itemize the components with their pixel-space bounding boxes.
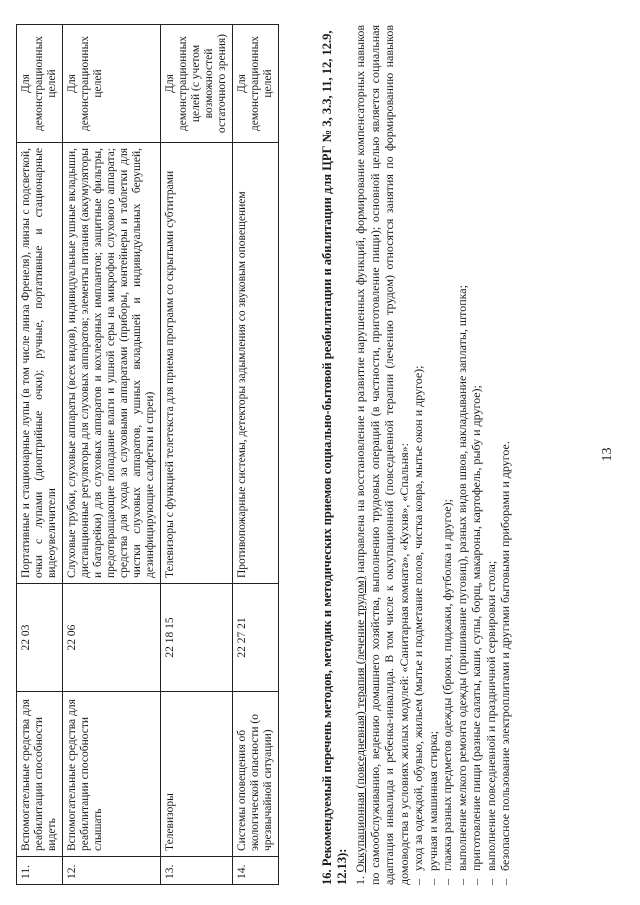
bullet-list	[411, 25, 513, 885]
dash-icon: –	[425, 879, 440, 885]
row-description: Телевизоры с функцией телетекста для приема программ со скрытыми субтитрами	[161, 143, 233, 584]
row-code: 22 03	[17, 584, 63, 692]
item-text: направлена на восстановление и развитие нарушенных функций, формирование компенсаторных навыков по самообслуживанию, ведению домашнего хозяйства, выполнению трудовых операций (в частности, приготовление пищи); основной целью является социальная адаптация инвалида и ребенка-инвалида. В том числе к оккупационной (повседневной терапии (лечению трудом) относятся занятия по формированию навыков домоводства в условиях жилых модулей: «Санитарная комната», «Кухня», «Спальня»:	[353, 25, 411, 885]
dash-icon: –	[440, 879, 454, 885]
list-item: – выполнение мелкого ремонта одежды (пришивание пуговиц), разных видов швов, накладывание заплаты, штопка;	[454, 285, 469, 885]
section-title: 16. Рекомендуемый перечень методов, методик и методических приемов социально-бытовой реабилитации и абилитации для ЦРГ № 3, 3.3, 11, 12, 12.9, 12.13):	[320, 30, 349, 885]
rotated-page	[8, 12, 628, 897]
row-number: 13.	[161, 857, 233, 885]
row-number: 12.	[63, 857, 161, 885]
list-item: – безопасное пользование электроплитами и другими бытовыми приборами и другое.	[498, 441, 512, 885]
list-item: – приготовление пищи (разные салаты, каши, супы, борщ, макароны, картофель, рыбу и другое);	[469, 385, 483, 885]
table-row	[63, 25, 161, 885]
list-item: – уход за одеждой, обувью, жильем (мытье и подметание полов, чистка ковра, мытье окон и другое);	[411, 365, 425, 885]
row-code: 22 27 21	[233, 584, 279, 692]
list-item: – глажка разных предметов одежды (брюки, пиджаки, футболка и другое);	[440, 499, 454, 885]
row-code: 22 06	[63, 584, 161, 692]
row-description: Портативные и стационарные лупы (в том числе линза Френеля), линзы с подсветкой, очки с лупами (диоптрийные очки); ручные, портативные и стационарные видеоувеличители	[17, 143, 63, 584]
row-purpose: Для демонстрационных целей	[233, 25, 279, 143]
table-row	[233, 25, 279, 885]
row-purpose: Для демонстрационных целей (с учетом возможностей остаточного зрения)	[161, 25, 233, 143]
row-description: Слуховые трубки, слуховые аппараты (всех видов), индивидуальные ушные вкладыши, дистанционные регуляторы для слуховых аппаратов; элементы питания (аккумуляторы и батарейки) для слуховых аппаратов и кохлеарных имплантов; защитные фильтры, предотвращающие попадание влаги и ушной серы на микрофон слухового аппарата; средства для ухода за слуховыми аппаратами (приборы, контейнеры и таблетки для чистки слуховых аппаратов, ушных вкладышей и индивидуальных берушей, дезинфицирующие салфетки и спреи)	[63, 143, 161, 584]
row-name: Системы оповещения об экологической опасности (о чрезвычайной ситуации)	[233, 692, 279, 857]
row-name: Вспомогательные средства для реабилитации способности слышать	[63, 692, 161, 857]
dash-icon: –	[483, 879, 498, 885]
row-number: 11.	[17, 857, 63, 885]
table-row	[161, 25, 233, 885]
dash-icon: –	[469, 879, 483, 885]
dash-icon: –	[454, 879, 469, 885]
row-number: 14.	[233, 857, 279, 885]
item-term: Оккупационная (повседневная) терапия (лечение трудом)	[353, 576, 367, 873]
row-code: 22 18 15	[161, 584, 233, 692]
list-item: – выполнение повседневной и праздничной сервировки стола;	[483, 560, 498, 885]
row-purpose: Для демонстрационных целей	[17, 25, 63, 143]
methods-section	[320, 25, 513, 885]
equipment-table	[16, 24, 279, 885]
row-name: Телевизоры	[161, 692, 233, 857]
dash-icon: –	[498, 879, 512, 885]
page-number: 13	[600, 447, 615, 462]
row-purpose: Для демонстрационных целей	[63, 25, 161, 143]
table-row	[17, 25, 63, 885]
row-name: Вспомогательные средства для реабилитации способности видеть	[17, 692, 63, 857]
item-number: 1.	[353, 876, 367, 885]
dash-icon: –	[411, 879, 425, 885]
list-item: – ручная и машинная стирка;	[425, 730, 440, 885]
item-paragraph	[353, 25, 411, 885]
row-description: Противопожарные системы, детекторы задымления со звуковым оповещением	[233, 143, 279, 584]
